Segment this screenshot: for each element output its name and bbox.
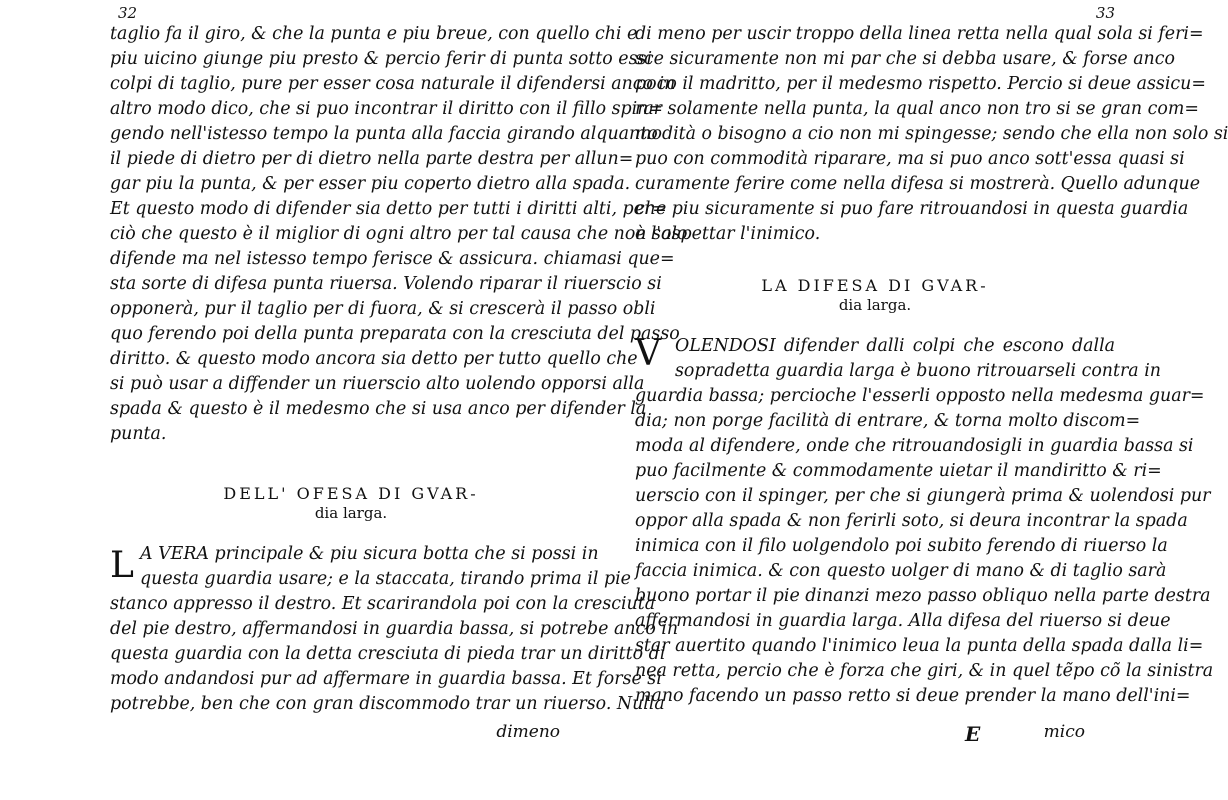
text-line: inimica con il filo uolgendolo poi subito ferendo di riuerso la [635, 536, 1168, 556]
left-page [110, 0, 688, 800]
text-line: modità o bisogno a cio non mi spingesse; sendo che ella non solo si [635, 124, 1228, 144]
text-line: diritto. & questo modo ancora sia detto per tutto quello che [110, 349, 638, 369]
text-line: mano facendo un passo retto si deue prender la mano dell'ini= [635, 686, 1191, 706]
text-line: si può usar a diffender un riuerscio alto uolendo opporsi alla [110, 374, 645, 394]
text-line: colpi di taglio, pure per esser cosa naturale il difendersi anco in [110, 74, 676, 94]
text-line: uerscio con il spinger, per che si giungerà prima & uolendosi pur [635, 486, 1211, 506]
text-line: punta. [110, 424, 167, 444]
page-number: 32 [118, 4, 138, 22]
section-heading: DELL' OFESA DI GVAR- [223, 484, 479, 503]
text-line: opponerà, pur il taglio per di fuora, & si crescerà il passo obli [110, 299, 656, 319]
drop-cap: L [110, 545, 134, 586]
text-line: sopradetta guardia larga è buono ritrouarseli contra in [675, 361, 1161, 381]
text-line: spada & questo è il medesmo che si usa anco per difender la [110, 399, 647, 419]
text-line: puo facilmente & commodamente uietar il mandiritto & ri= [635, 461, 1162, 481]
text-line: è l'aspettar l'inimico. [635, 224, 821, 244]
text-line: poco il madritto, per il medesmo rispetto. Percio si deue assicu= [635, 74, 1206, 94]
text-line: ciò che questo è il miglior di ogni altro per tal causa che non solo [110, 224, 688, 244]
text-line: stanco appresso il destro. Et scarirandola poi con la cresciuta [110, 594, 656, 614]
text-line: moda al difendere, onde che ritrouandosigli in guardia bassa si [635, 436, 1194, 456]
text-line: taglio fa il giro, & che la punta e piu breue, con quello chi e [110, 24, 638, 44]
text-line: questa guardia con la detta cresciuta di pieda trar un diritto di [110, 644, 666, 664]
text-line: puo con commodità riparare, ma si puo anco sott'essa quasi si [635, 149, 1185, 169]
text-line: guardia bassa; percioche l'esserli opposto nella medesma guar= [635, 386, 1205, 406]
text-line: star auertito quando l'inimico leua la punta della spada dalla li= [635, 636, 1204, 656]
signature-mark: E [965, 722, 981, 746]
text-line: A VERA principale & piu sicura botta che si possi in [140, 544, 599, 564]
section-subheading: dia larga. [838, 296, 912, 314]
text-line: curamente ferire come nella difesa si mostrerà. Quello adunque [635, 174, 1201, 194]
page-number: 33 [1095, 4, 1115, 22]
text-line: affermandosi in guardia larga. Alla difesa del riuerso si deue [635, 611, 1171, 631]
text-line: del pie destro, affermandosi in guardia bassa, si potrebe anco in [110, 619, 679, 639]
text-line: Et questo modo di difender sia detto per tutti i diritti alti, per= [110, 199, 667, 219]
right-page [635, 0, 1228, 800]
text-line: rar solamente nella punta, la qual anco non tro si se gran com= [635, 99, 1199, 119]
text-line: sce sicuramente non mi par che si debba usare, & forse anco [635, 49, 1175, 69]
text-line: di meno per uscir troppo della linea retta nella qual sola si feri= [635, 24, 1204, 44]
text-line: piu uicino giunge piu presto & percio ferir di punta sotto essi [110, 49, 653, 69]
text-line: oppor alla spada & non ferirli soto, si deura incontrar la spada [635, 511, 1188, 531]
text-line: OLENDOSI difender dalli colpi che escono dalla [675, 336, 1115, 356]
text-line: questa guardia usare; e la staccata, tirando prima il pie [140, 569, 631, 589]
text-line: potrebbe, ben che con gran discommodo trar un riuerso. Nulla [110, 694, 665, 714]
text-line: sta sorte di difesa punta riuersa. Volendo riparar il riuerscio si [110, 274, 662, 294]
drop-cap: V [635, 333, 661, 374]
text-line: faccia inimica. & con questo uolger di mano & di taglio sarà [635, 561, 1167, 581]
text-line: modo andandosi pur ad affermare in guardia bassa. Et forse si [110, 669, 662, 689]
text-line: difende ma nel istesso tempo ferisce & assicura. chiamasi que= [110, 249, 675, 269]
catchword: mico [1043, 722, 1085, 742]
text-line: buono portar il pie dinanzi mezo passo obliquo nella parte destra [635, 586, 1211, 606]
text-line: dia; non porge facilità di entrare, & torna molto discom= [635, 411, 1141, 431]
catchword: dimeno [496, 722, 560, 742]
text-line: che piu sicuramente si puo fare ritrouandosi in questa guardia [635, 199, 1189, 219]
text-line: gendo nell'istesso tempo la punta alla faccia girando alquanto [110, 124, 658, 144]
text-line: quo ferendo poi della punta preparata con la cresciuta del passo [110, 324, 680, 344]
section-subheading: dia larga. [314, 504, 388, 522]
section-heading: LA DIFESA DI GVAR- [761, 276, 989, 295]
text-line: nea retta, percio che è forza che giri, & in quel tẽpo cõ la sinistra [635, 661, 1214, 681]
text-line: il piede di dietro per di dietro nella parte destra per allun= [110, 149, 634, 169]
text-line: altro modo dico, che si puo incontrar il diritto con il fillo spin= [110, 99, 663, 119]
text-line: gar piu la punta, & per esser piu coperto dietro alla spada. [110, 174, 631, 194]
